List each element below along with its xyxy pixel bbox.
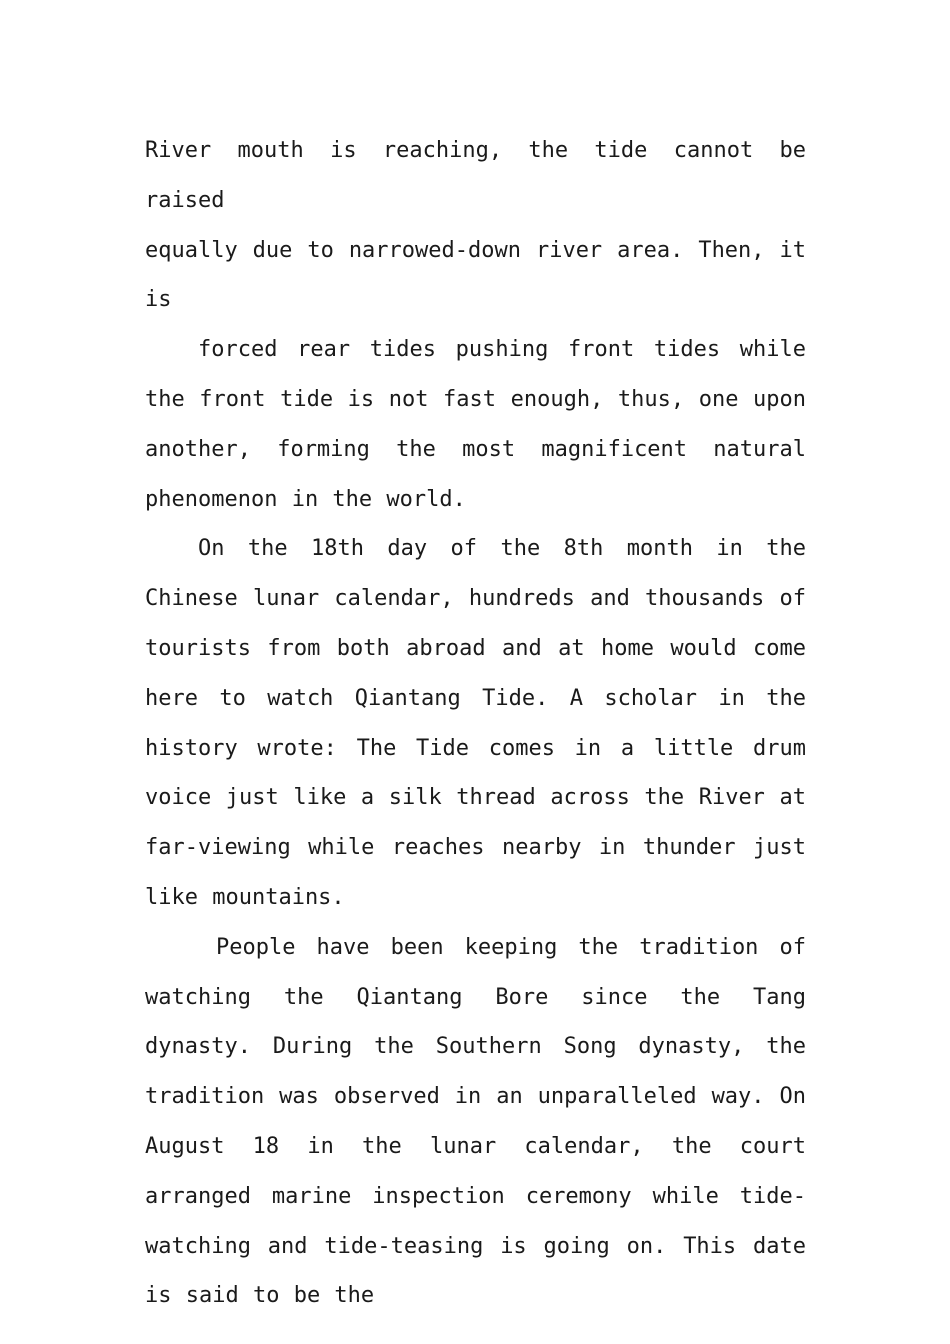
paragraph: On the 18th day of the 8th month in the Chinese lunar calendar, hundreds and thousands of tourists from both abroad and at home would come here to watch Qiantang Tide. A scholar in the history wrote: The Tide comes in a little drum voice just like a silk thread across the River at far-viewing while reaches nearby in thunder just like mountains. [145,536,806,910]
paragraph-continuation [145,126,806,325]
text-line: equally due to narrowed-down river area. Then, it [145,237,806,263]
paragraph: forced rear tides pushing front tides while the front tide is not fast enough, thus, one upon another, forming the most magnificent natural phenomenon in the world. [145,337,806,512]
text-line: is [145,287,172,313]
paragraph: People have been keeping the tradition of watching the Qiantang Bore since the Tang dynasty. During the Southern Song dynasty, the tradition was observed in an unparalleled way. On August 18 in the lunar calendar, the court arranged marine inspection ceremony while tide-watching and tide-teasing is going on. This date is said to be the [145,934,806,1309]
body-text [145,126,806,1321]
text-line: River mouth is reaching, the tide cannot be raised [145,138,806,213]
